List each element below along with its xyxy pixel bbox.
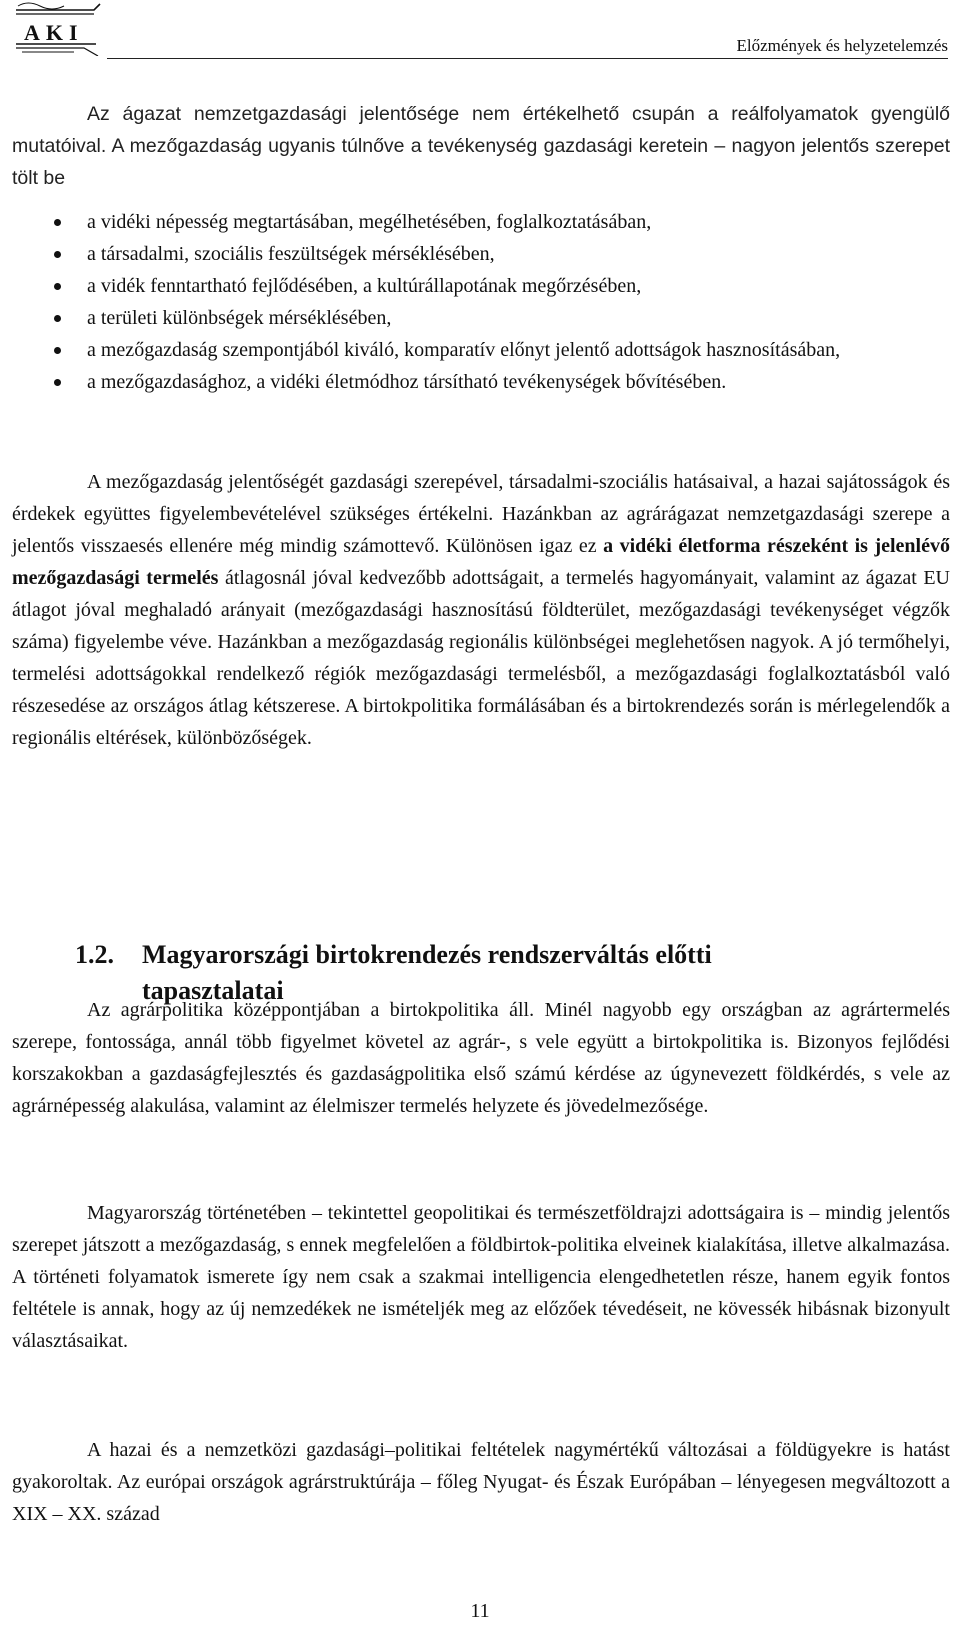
paragraph-text: A mezőgazdaság jelentőségét gazdasági szerepével, társadalmi-szociális hatásaival, a hazai sajátosságok és érdekek együttes figyelembevételével szükséges értékelni. Hazánkban az agrárágazat nemzetgazdasági szerepe a jelentős visszaesés ellenére még mindig számottevő. Különösen igaz ez [12, 471, 950, 557]
list-item [12, 270, 950, 302]
bullet-icon [54, 219, 61, 226]
list-item [12, 302, 950, 334]
paragraph-conditions: A hazai és a nemzetközi gazdasági–politikai feltételek nagymértékű változásai a földügyekre is hatást gyakoroltak. Az európai országok agrárstruktúrája – főleg Nyugat- és Észak Európában – lényegesen megváltozott a XIX – XX. század [12, 1439, 950, 1525]
paragraph-history: Magyarország történetében – tekintettel geopolitikai és természetföldrajzi adottságaira is – mindig jelentős szerepet játszott a mezőgazdaság, s ennek megfelelően a földbirtok-politika elveinek kialakítása, illetve alkalmazása. A történeti folyamatok ismerete így nem csak a szakmai intelligencia elengedhetetlen része, hanem egyik fontos feltétele is annak, hogy az új nemzedékek ne ismételjék meg az előzőek tévedéseit, ne kövessék hibásnak bizonyult választásaikat. [12, 1202, 950, 1352]
paragraph-agriculture-significance [12, 466, 950, 754]
page-header [12, 0, 948, 58]
running-head: Előzmények és helyzetelemzés [736, 36, 948, 55]
emphasized-text: a vidéki életforma részeként is jelenlévő mezőgazdasági termelés [12, 535, 950, 589]
bullet-icon [54, 283, 61, 290]
bullet-text: a társadalmi, szociális feszültségek mérséklésében, [87, 243, 495, 265]
bullet-text: a mezőgazdaság szempontjából kiváló, komparatív előnyt jelentő adottságok hasznosításában, [87, 339, 841, 361]
intro-paragraph: Az ágazat nemzetgazdasági jelentősége nem értékelhető csupán a reálfolyamatok gyengülő mutatóival. A mezőgazdaság ugyanis túlnőve a tevékenység gazdasági keretein – nagyon jelentős szerepet tölt be [12, 103, 950, 189]
bullet-icon [54, 379, 61, 386]
aki-logo [14, 0, 102, 56]
logo-text: AKI [24, 20, 84, 45]
list-item [12, 206, 950, 238]
bullet-text: a vidéki népesség megtartásában, megélhetésében, foglalkoztatásában, [87, 211, 652, 233]
header-rule [107, 58, 948, 59]
bullet-icon [54, 347, 61, 354]
bullet-text: a mezőgazdasághoz, a vidéki életmódhoz társítható tevékenységek bővítésében. [87, 371, 727, 393]
bullet-text: a vidék fenntartható fejlődésében, a kultúrállapotának megőrzésében, [87, 275, 642, 297]
bullet-list [12, 206, 950, 398]
bullet-icon [54, 315, 61, 322]
section-number: 1.2. [75, 940, 114, 969]
list-item [12, 366, 950, 398]
page-number: 11 [470, 1600, 490, 1622]
paragraph-agrarpolitika: Az agrárpolitika középpontjában a birtokpolitika áll. Minél nagyobb egy országban az agrártermelés szerepe, fontossága, annál több figyelmet követel az agrár-, s vele együtt a birtokpolitika is. Bizonyos fejlődési korszakokban a gazdaságfejlesztés és gazdaságpolitika első számú kérdése az úgynevezett földkérdés, s vele az agrárnépesség alakulása, valamint az élelmiszer termelés helyzete és jövedelmezősége. [12, 999, 950, 1117]
paragraph-text: átlagosnál jóval kedvezőbb adottságait, a termelés hagyományait, valamint az ágazat EU átlagot jóval meghaladó arányait (mezőgazdasági hasznosítású földterület, mezőgazdasági tevékenységet végzők száma) figyelembe véve. Hazánkban a mezőgazdaság regionális különbségei meglehetősen nagyok. A jó termőhelyi, termelési adottságokkal rendelkező régiók mezőgazdasági termelésből, a mezőgazdasági foglalkoztatásból való részesedése az országos átlag kétszerese. A birtokpolitika formálásában és a birtokrendezés során is mérlegelendők a regionális eltérések, különbözőségek. [12, 567, 950, 749]
bullet-text: a területi különbségek mérséklésében, [87, 307, 392, 329]
list-item [12, 238, 950, 270]
bullet-icon [54, 251, 61, 258]
section-title: Magyarországi birtokrendezés rendszerváltás előtti tapasztalatai [142, 940, 712, 1005]
list-item [12, 334, 950, 366]
